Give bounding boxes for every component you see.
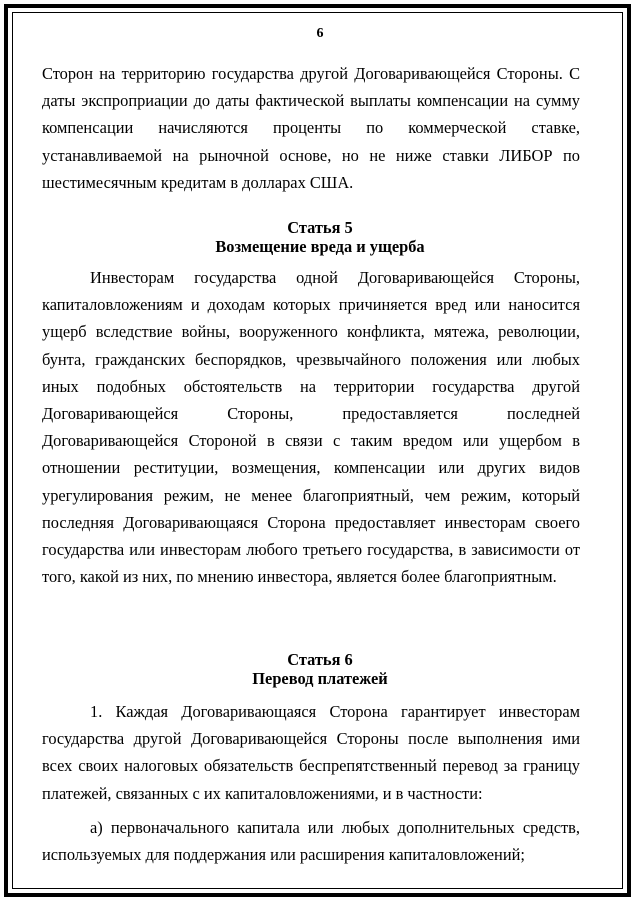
page-number: 6 <box>316 26 324 41</box>
article-6-item-a: а) первоначального капитала или любых дополнительных средств, используемых для поддержания или расширения капиталовложений; <box>42 818 580 865</box>
article-6-number: Статья 6 <box>287 650 353 669</box>
article-5-paragraph: Инвесторам государства одной Договаривающейся Стороны, капиталовложениям и доходам которых причиняется вред или наносится ущерб вследствие войны, вооруженного конфликта, мятежа, революции, бунта, гражданских беспорядков, чрезвычайного положения или любых иных подобных обстоятельств на территории государства другой Договаривающейся Стороны, предоставляется последней Договаривающейся Стороной в связи с таким вредом или ущербом в отношении реституции, возмещения, компенсации или других видов урегулирования режим, не менее благоприятный, чем режим, который последняя Договаривающаяся Сторона предоставляет инвесторам своего государства или инвесторам любого третьего государства, в зависимости от того, какой из них, по мнению инвестора, является более благоприятным. <box>42 268 580 587</box>
paragraph-continuation: Сторон на территорию государства другой Договаривающейся Стороны. С даты экспроприации до даты фактической выплаты компенсации на сумму компенсации начисляются проценты по коммерческой ставке, устанавливаемой на рыночной основе, но не ниже ставки ЛИБОР по шестимесячным кредитам в долларах США. <box>42 64 580 192</box>
article-6-title: Перевод платежей <box>252 669 388 688</box>
article-5-number: Статья 5 <box>287 218 353 237</box>
article-6-paragraph-1: 1. Каждая Договаривающаяся Сторона гарантирует инвесторам государства другой Договаривающейся Стороны после выполнения ими всех своих налоговых обязательств беспрепятственный перевод за границу платежей, связанных с их капиталовложениями, и в частности: <box>42 702 580 803</box>
article-5-title: Возмещение вреда и ущерба <box>215 237 425 256</box>
